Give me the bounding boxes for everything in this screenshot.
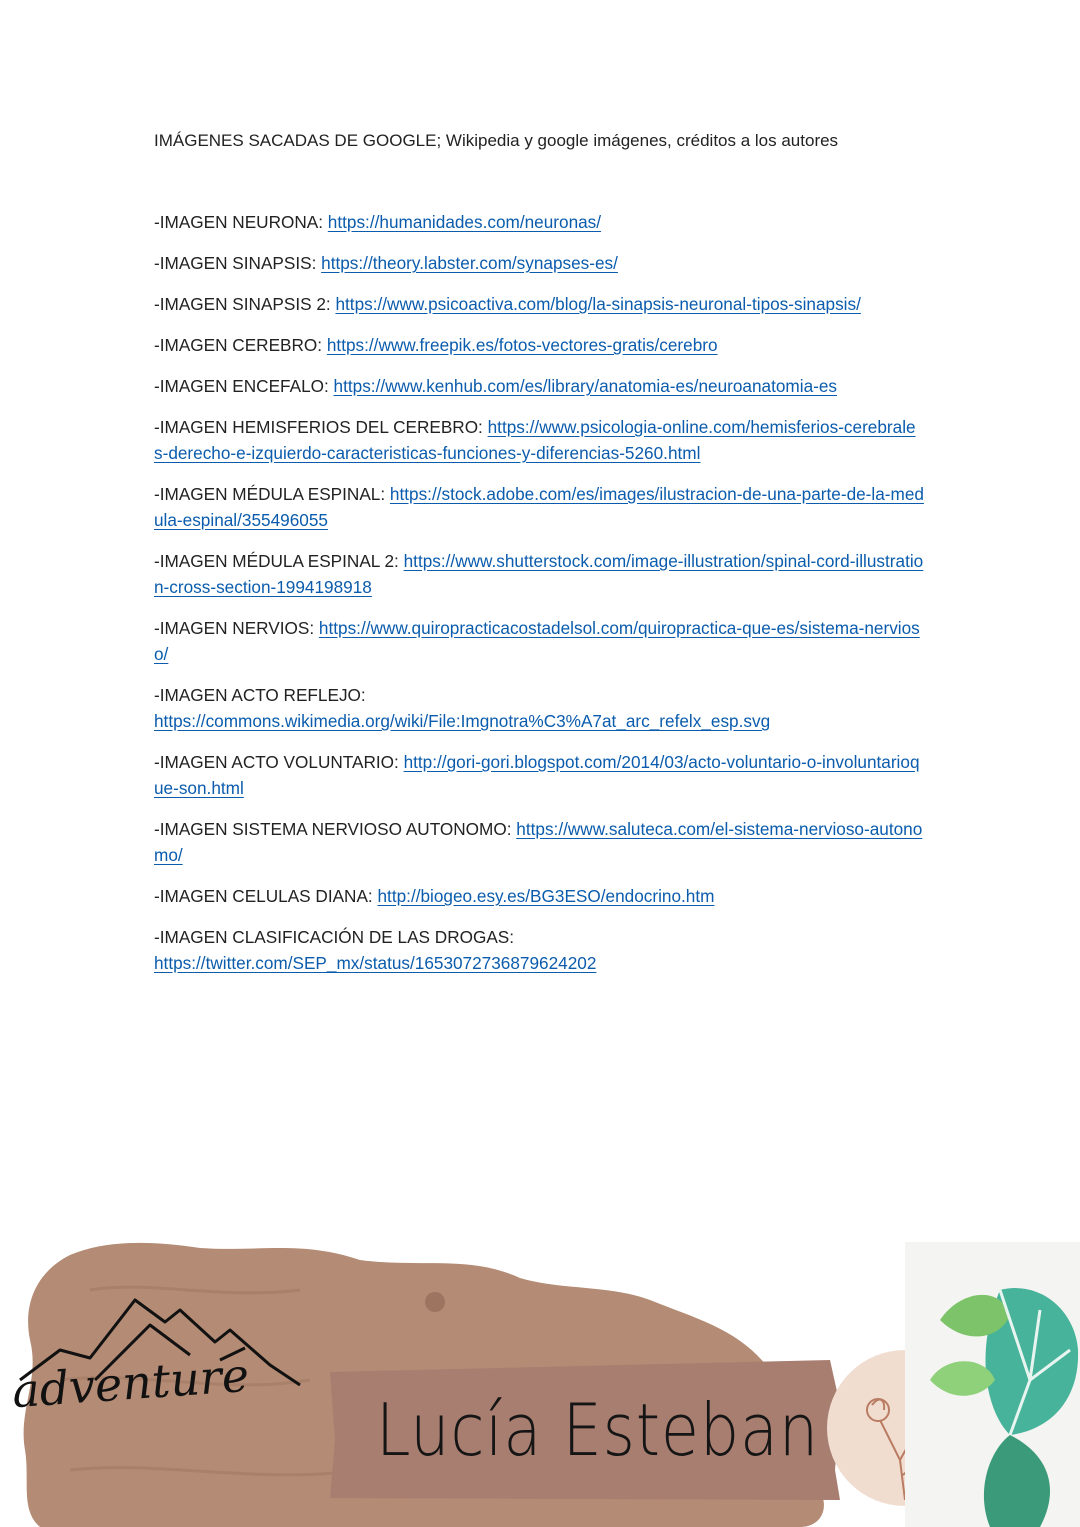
entry-label: -IMAGEN NEURONA: bbox=[154, 212, 328, 232]
credit-entry-acto-voluntario bbox=[154, 749, 924, 801]
credit-entry-cerebro bbox=[154, 332, 924, 358]
entry-label: -IMAGEN SINAPSIS: bbox=[154, 253, 322, 273]
entry-link[interactable]: https://twitter.com/SEP_mx/status/1653072736879624202 bbox=[154, 953, 597, 973]
credit-entry-hemisferios bbox=[154, 414, 924, 466]
entry-label: -IMAGEN ACTO REFLEJO: bbox=[154, 685, 366, 705]
entry-label: -IMAGEN MÉDULA ESPINAL 2: bbox=[154, 551, 404, 571]
entry-link[interactable]: https://theory.labster.com/synapses-es/ bbox=[321, 253, 618, 273]
credit-entry-acto-reflejo bbox=[154, 682, 924, 734]
page-heading: IMÁGENES SACADAS DE GOOGLE; Wikipedia y google imágenes, créditos a los autores bbox=[154, 131, 839, 150]
entry-label: -IMAGEN ACTO VOLUNTARIO: bbox=[154, 752, 404, 772]
credit-entry-medula-espinal-2 bbox=[154, 548, 924, 600]
credit-entry-neurona bbox=[154, 209, 924, 235]
adventure-script: adventure bbox=[10, 1347, 251, 1419]
entry-label: -IMAGEN CEREBRO: bbox=[154, 335, 327, 355]
entry-label: -IMAGEN HEMISFERIOS DEL CEREBRO: bbox=[154, 417, 488, 437]
entry-label: -IMAGEN ENCEFALO: bbox=[154, 376, 334, 396]
credit-entry-sistema-nervioso-autonomo bbox=[154, 816, 924, 868]
entry-link[interactable]: https://stock.adobe.com/es/images/ilustracion-de-una-parte-de-la-medula-espinal/355496055 bbox=[154, 484, 924, 530]
entry-label: -IMAGEN MÉDULA ESPINAL: bbox=[154, 484, 390, 504]
entry-label: -IMAGEN SINAPSIS 2: bbox=[154, 294, 336, 314]
entry-label: -IMAGEN SISTEMA NERVIOSO AUTONOMO: bbox=[154, 819, 517, 839]
credit-entry-sinapsis bbox=[154, 250, 924, 276]
credit-entry-clasificacion-drogas bbox=[154, 924, 924, 976]
entry-label: -IMAGEN NERVIOS: bbox=[154, 618, 319, 638]
credit-entry-celulas-diana bbox=[154, 883, 924, 909]
entry-link[interactable]: https://commons.wikimedia.org/wiki/File:Imgnotra%C3%A7at_arc_refelx_esp.svg bbox=[154, 711, 771, 731]
entry-link[interactable]: https://www.quiropracticacostadelsol.com/quiropractica-que-es/sistema-nervioso/ bbox=[154, 618, 920, 664]
entry-link[interactable]: https://www.saluteca.com/el-sistema-nervioso-autonomo/ bbox=[154, 819, 923, 865]
credit-entry-nervios bbox=[154, 615, 924, 667]
entry-link[interactable]: http://gori-gori.blogspot.com/2014/03/acto-voluntario-o-involuntarioque-son.html bbox=[154, 752, 920, 798]
credit-entry-encefalo bbox=[154, 373, 924, 399]
credit-entry-sinapsis-2 bbox=[154, 291, 924, 317]
entry-link[interactable]: https://www.shutterstock.com/image-illustration/spinal-cord-illustration-cross-section-1994198918 bbox=[154, 551, 924, 597]
entry-link[interactable]: https://www.psicologia-online.com/hemisferios-cerebrales-derecho-e-izquierdo-caracteristicas-funciones-y-diferencias-5260.html bbox=[154, 417, 916, 463]
author-name: Lucía Esteban bbox=[376, 1388, 819, 1472]
entry-link[interactable]: https://www.psicoactiva.com/blog/la-sinapsis-neuronal-tipos-sinapsis/ bbox=[335, 294, 861, 314]
entry-link[interactable]: https://www.kenhub.com/es/library/anatomia-es/neuroanatomia-es bbox=[333, 376, 838, 396]
entry-label: -IMAGEN CLASIFICACIÓN DE LAS DROGAS: bbox=[154, 927, 515, 947]
credit-entry-medula-espinal bbox=[154, 481, 924, 533]
entry-link[interactable]: https://www.freepik.es/fotos-vectores-gratis/cerebro bbox=[326, 335, 718, 355]
entry-link[interactable]: https://humanidades.com/neuronas/ bbox=[327, 212, 602, 232]
entry-link[interactable]: http://biogeo.esy.es/BG3ESO/endocrino.htm bbox=[377, 886, 715, 906]
entry-label: -IMAGEN CELULAS DIANA: bbox=[154, 886, 378, 906]
